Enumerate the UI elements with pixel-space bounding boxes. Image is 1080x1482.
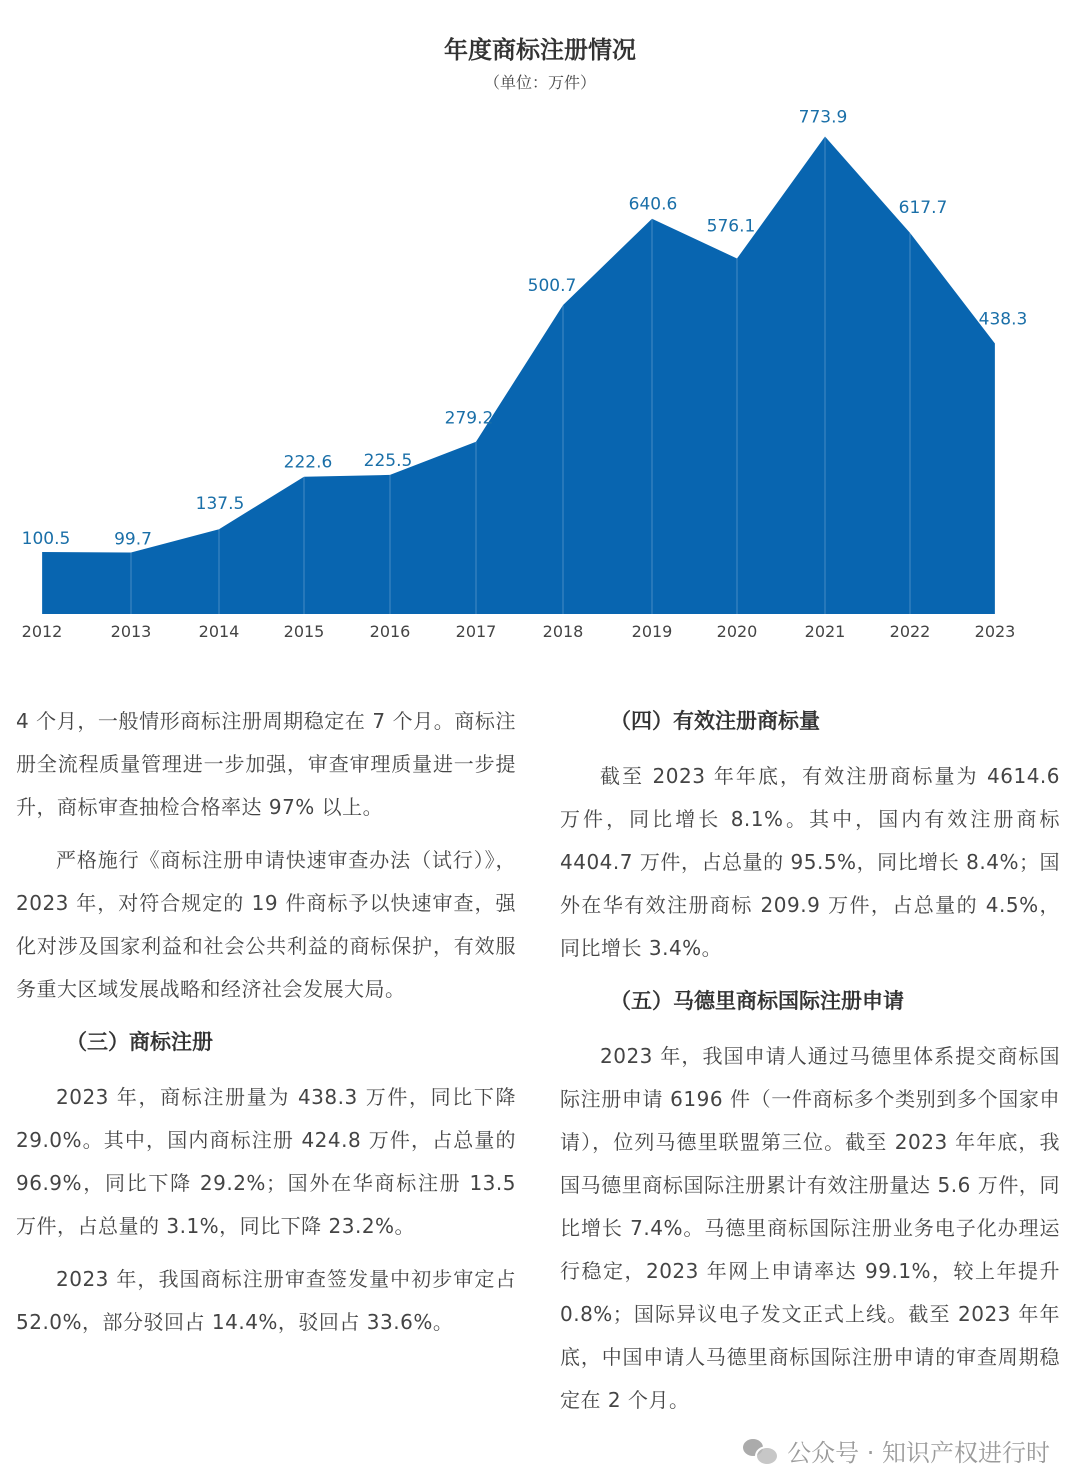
x-tick-label: 2018 (542, 622, 584, 641)
paragraph-registration-volume: 2023 年，商标注册量为 438.3 万件，同比下降 29.0%。其中，国内商标注册 424.8 万件，占总量的 96.9%，同比下降 29.2%；国外在华商标注册 13.5 万件，占总量的 3.1%，同比下降 23.2%。 (16, 1085, 516, 1238)
x-tick-label: 2013 (110, 622, 152, 641)
x-tick-label: 2022 (889, 622, 931, 641)
value-label: 100.5 (21, 528, 71, 549)
wechat-icon (743, 1437, 777, 1465)
heading-trademark-registration: （三）商标注册 (66, 1030, 213, 1054)
watermark-text: 公众号 · 知识产权进行时 (787, 1439, 1050, 1467)
paragraph-fast-review: 严格施行《商标注册申请快速审查办法（试行）》，2023 年，对符合规定的 19 件商标予以快速审查，强化对涉及国家利益和社会公共利益的商标保护，有效服务重大区域发展战略和经济社会发展大局。 (16, 848, 516, 1001)
x-tick-label: 2020 (716, 622, 758, 641)
value-label: 438.3 (978, 309, 1028, 330)
chart-unit: （单位：万件） (483, 73, 596, 92)
area-fill (42, 137, 995, 615)
left-column (16, 700, 516, 1354)
paragraph-review-issuance: 2023 年，我国商标注册审查签发量中初步审定占 52.0%，部分驳回占 14.4%，驳回占 33.6%。 (16, 1267, 516, 1334)
x-tick-label: 2017 (455, 622, 497, 641)
paragraph-registration-cycle: 4 个月，一般情形商标注册周期稳定在 7 个月。商标注册全流程质量管理进一步加强，审查审理质量进一步提升，商标审查抽检合格率达 97% 以上。 (16, 709, 516, 819)
x-tick-label: 2021 (804, 622, 846, 641)
x-tick-label: 2012 (21, 622, 63, 641)
value-label: 225.5 (363, 450, 413, 471)
chart-title: 年度商标注册情况 (444, 36, 636, 64)
x-tick-label: 2014 (198, 622, 240, 641)
x-tick-label: 2016 (369, 622, 411, 641)
value-label: 617.7 (898, 197, 948, 218)
value-label: 99.7 (114, 529, 152, 550)
value-label: 640.6 (628, 194, 678, 215)
heading-valid-registrations: （四）有效注册商标量 (610, 709, 820, 733)
value-label: 222.6 (283, 452, 333, 473)
watermark (743, 1433, 1050, 1468)
value-label: 279.2 (444, 408, 494, 429)
area-chart (0, 100, 1080, 660)
value-label: 137.5 (195, 494, 245, 515)
x-tick-label: 2019 (631, 622, 673, 641)
heading-madrid-applications: （五）马德里商标国际注册申请 (610, 989, 904, 1013)
right-column (560, 700, 1060, 1432)
paragraph-madrid-applications: 2023 年，我国申请人通过马德里体系提交商标国际注册申请 6196 件（一件商标多个类别到多个国家申请），位列马德里联盟第三位。截至 2023 年年底，我国马德里商标国际注册累计有效注册量达 5.6 万件，同比增长 7.4%。马德里商标国际注册业务电子化办理运行稳定，2023 年网上申请率达 99.1%，较上年提升 0.8%；国际异议电子发文正式上线。截至 2023 年年底，中国申请人马德里商标国际注册申请的审查周期稳定在 2 个月。 (560, 1044, 1060, 1412)
value-label: 773.9 (798, 107, 848, 128)
x-tick-label: 2023 (974, 622, 1016, 641)
paragraph-valid-registrations: 截至 2023 年年底，有效注册商标量为 4614.6 万件，同比增长 8.1%。其中，国内有效注册商标 4404.7 万件，占总量的 95.5%，同比增长 8.4%；国外在华有效注册商标 209.9 万件，占总量的 4.5%，同比增长 3.4%。 (560, 764, 1060, 960)
x-tick-label: 2015 (283, 622, 325, 641)
value-label: 576.1 (706, 216, 756, 237)
value-label: 500.7 (527, 276, 577, 297)
